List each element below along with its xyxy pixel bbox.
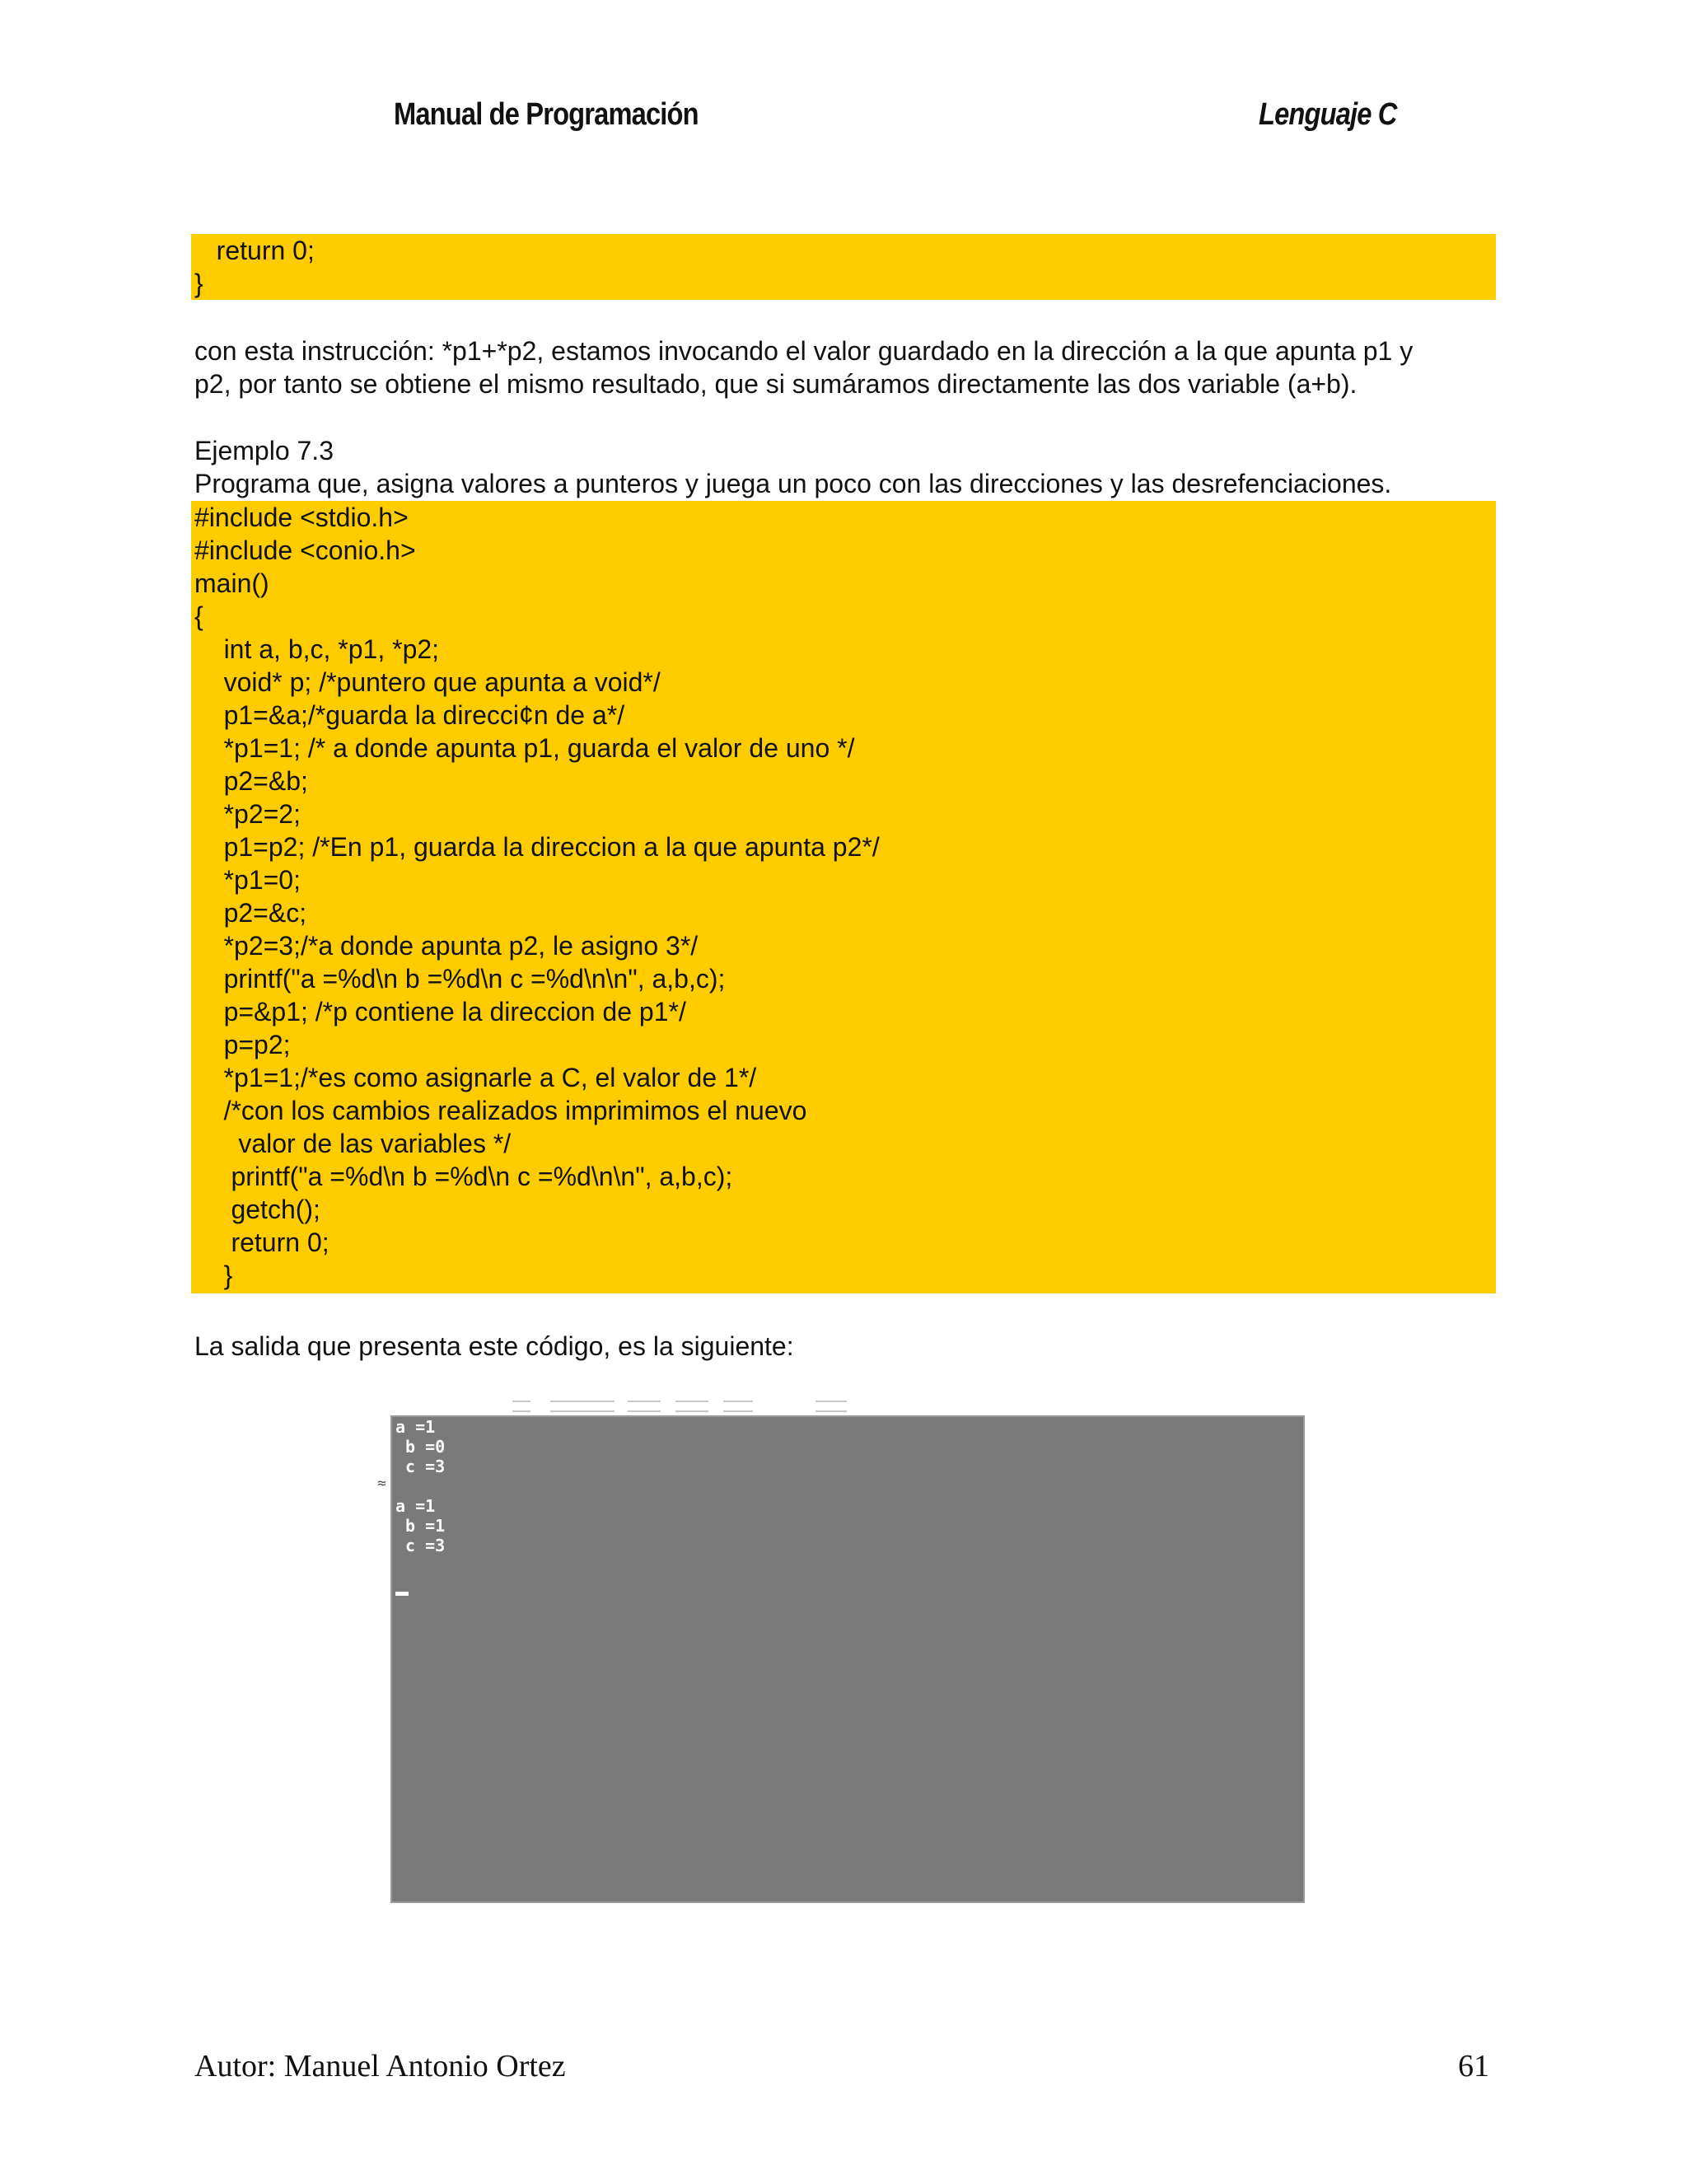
code-line: } <box>194 269 203 298</box>
header-subtitle: Lenguaje C <box>1259 97 1397 132</box>
code-line: p1=&a;/*guarda la direcci¢n de a*/ <box>194 700 625 730</box>
code-block-end <box>191 234 1496 300</box>
output-intro: La salida que presenta este código, es la siguiente: <box>194 1331 794 1361</box>
code-block-example <box>191 501 1496 1293</box>
code-line: #include <conio.h> <box>194 535 416 565</box>
code-line: printf("a =%d\n b =%d\n c =%d\n\n", a,b,c); <box>194 964 726 994</box>
footer-author: Autor: Manuel Antonio Ortez <box>194 2049 566 2083</box>
code-line: p2=&c; <box>194 898 307 928</box>
code-line: main() <box>194 568 269 598</box>
code-line: p2=&b; <box>194 766 308 796</box>
header-title: Manual de Programación <box>394 97 699 132</box>
toolbar-mark <box>675 1401 708 1412</box>
paragraph-line: p2, por tanto se obtiene el mismo resultado, que si sumáramos directamente las dos variable (a+b). <box>194 369 1358 399</box>
code-line: *p2=2; <box>194 799 301 829</box>
code-line: #include <stdio.h> <box>194 503 409 532</box>
toolbar-mark <box>628 1401 661 1412</box>
console-line: b =0 <box>395 1437 446 1457</box>
paragraph-line: con esta instrucción: *p1+*p2, estamos invocando el valor guardado en la dirección a la que apunta p1 y <box>194 336 1414 366</box>
side-mark: ≈ <box>377 1475 386 1492</box>
toolbar-mark <box>550 1401 615 1412</box>
console-cursor <box>395 1592 409 1596</box>
code-line: getch(); <box>194 1195 320 1224</box>
example-title: Ejemplo 7.3 <box>194 436 334 465</box>
code-line: return 0; <box>194 1228 329 1257</box>
console-line: c =3 <box>395 1457 446 1476</box>
toolbar-mark <box>723 1401 753 1412</box>
console-line: a =1 <box>395 1417 436 1437</box>
console-line: c =3 <box>395 1536 446 1555</box>
code-line: p1=p2; /*En p1, guarda la direccion a la que apunta p2*/ <box>194 832 880 862</box>
code-line: valor de las variables */ <box>194 1129 512 1158</box>
code-line: { <box>194 601 203 631</box>
code-line: } <box>194 1260 233 1290</box>
console-toolbar <box>389 1396 1306 1415</box>
toolbar-mark <box>815 1401 847 1412</box>
console-screen <box>390 1415 1305 1903</box>
code-line: void* p; /*puntero que apunta a void*/ <box>194 667 661 697</box>
code-line: *p2=3;/*a donde apunta p2, le asigno 3*/ <box>194 931 699 961</box>
console-screenshot <box>377 1396 1306 1905</box>
code-line: /*con los cambios realizados imprimimos el nuevo <box>194 1096 807 1125</box>
code-line: p=&p1; /*p contiene la direccion de p1*/ <box>194 997 686 1027</box>
page-number: 61 <box>1458 2049 1489 2083</box>
explanation-paragraph <box>194 334 1496 400</box>
console-line: b =1 <box>395 1516 446 1536</box>
console-line: a =1 <box>395 1496 436 1516</box>
code-line: *p1=1; /* a donde apunta p1, guarda el valor de uno */ <box>194 733 855 763</box>
code-line: *p1=1;/*es como asignarle a C, el valor de 1*/ <box>194 1063 757 1092</box>
toolbar-mark <box>512 1401 530 1412</box>
example-description: Programa que, asigna valores a punteros y juega un poco con las direcciones y las desrefenciaciones. <box>194 469 1392 498</box>
code-line: p=p2; <box>194 1030 291 1059</box>
code-line: return 0; <box>194 236 315 265</box>
code-line: int a, b,c, *p1, *p2; <box>194 634 440 664</box>
code-line: *p1=0; <box>194 865 301 895</box>
code-line: printf("a =%d\n b =%d\n c =%d\n\n", a,b,c); <box>194 1162 733 1191</box>
